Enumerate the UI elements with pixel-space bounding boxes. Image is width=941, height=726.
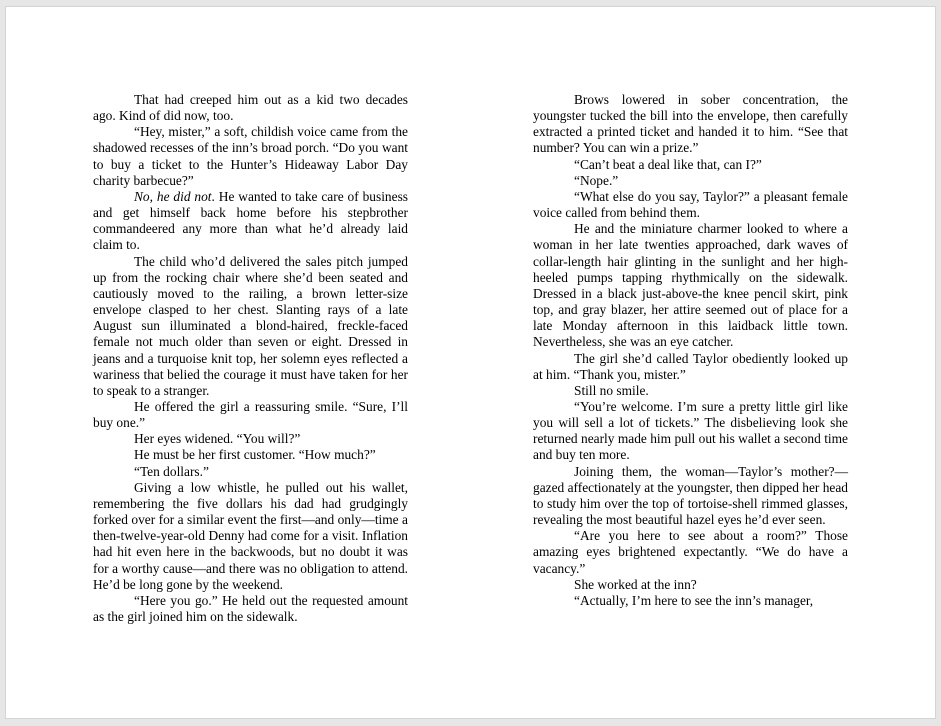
paragraph: He must be her first customer. “How much?”: [134, 447, 376, 463]
paragraph: “Here you go.” He held out the requested amount as the girl joined him on the sidewalk.: [93, 592, 408, 624]
paragraph: “Can’t beat a deal like that, can I?”: [574, 156, 762, 172]
paragraph: Brows lowered in sober concentration, the youngster tucked the bill into the envelope, then carefully extracted a printed ticket and handed it to him. “See that number? You can win a prize.”: [533, 92, 848, 156]
right-text-column: [533, 92, 848, 609]
paragraph: He offered the girl a reassuring smile. “Sure, I’ll buy one.”: [93, 398, 408, 431]
paragraph: Her eyes widened. “You will?”: [134, 431, 301, 447]
paragraph: That had creeped him out as a kid two decades ago. Kind of did now, too.: [93, 92, 408, 124]
paragraph: Giving a low whistle, he pulled out his wallet, remembering the five dollars his dad had grudgingly forked over for a similar event the first—and only—time a then-twelve-year-old Denny had come for a visit. Inflation had hit even here in the backwoods, but no doubt it was for a worthy cause—and there was no obligation to attend. He’d be long gone by the weekend.: [93, 479, 408, 592]
paragraph: “Are you here to see about a room?” Those amazing eyes brightened expectantly. “We do have a vacancy.”: [533, 528, 848, 576]
paragraph: “Hey, mister,” a soft, childish voice came from the shadowed recesses of the inn’s broad porch. “Do you want to buy a ticket to the Hunter’s Hideaway Labor Day charity barbecue?”: [93, 124, 408, 188]
paragraph: [93, 189, 408, 254]
document-page: [6, 7, 935, 718]
paragraph: The girl she’d called Taylor obediently looked up at him. “Thank you, mister.”: [533, 350, 848, 382]
paragraph: “You’re welcome. I’m sure a pretty little girl like you will sell a lot of tickets.” The disbelieving look she returned nearly made him pull out his wallet a second time and buy ten more.: [533, 398, 848, 463]
italic-phrase: No, he did not: [134, 188, 212, 204]
paragraph: She worked at the inn?: [574, 576, 697, 592]
paragraph: The child who’d delivered the sales pitch jumped up from the rocking chair where she’d been seated and cautiously moved to the railing, a brown letter-size envelope clasped to her chest. Slanting rays of a late August sun illuminated a blond-haired, freckle-faced female not much older than seven or eight. Dressed in jeans and a turquoise knit top, her solemn eyes reflected a wariness that belied the courage it must have taken for her to speak to a stranger.: [93, 253, 408, 398]
paragraph: “Actually, I’m here to see the inn’s manager,: [574, 592, 814, 608]
paragraph: “Ten dollars.”: [134, 463, 209, 479]
paragraph-text: . He wanted to take care of business and get himself back home before his stepbrother commandeered any more than what he’d already laid claim to.: [93, 188, 408, 253]
left-text-column: [93, 92, 408, 625]
paragraph: “What else do you say, Taylor?” a pleasant female voice called from behind them.: [533, 188, 848, 221]
paragraph: He and the miniature charmer looked to where a woman in her late twenties approached, dark waves of collar-length hair glinting in the sunlight and her high-heeled pumps tapping rhythmically on the sidewalk. Dressed in a black just-above-the knee pencil skirt, pink top, and gray blazer, her attire seemed out of place for a late Monday afternoon in this laidback little town. Nevertheless, she was an eye catcher.: [533, 221, 848, 350]
paragraph: Still no smile.: [574, 382, 649, 398]
paragraph: “Nope.”: [574, 172, 619, 188]
paragraph: Joining them, the woman—Taylor’s mother?—gazed affectionately at the youngster, then dipped her head to study him over the top of tortoise-shell rimmed glasses, revealing the most beautiful hazel eyes he’d ever seen.: [533, 463, 848, 528]
